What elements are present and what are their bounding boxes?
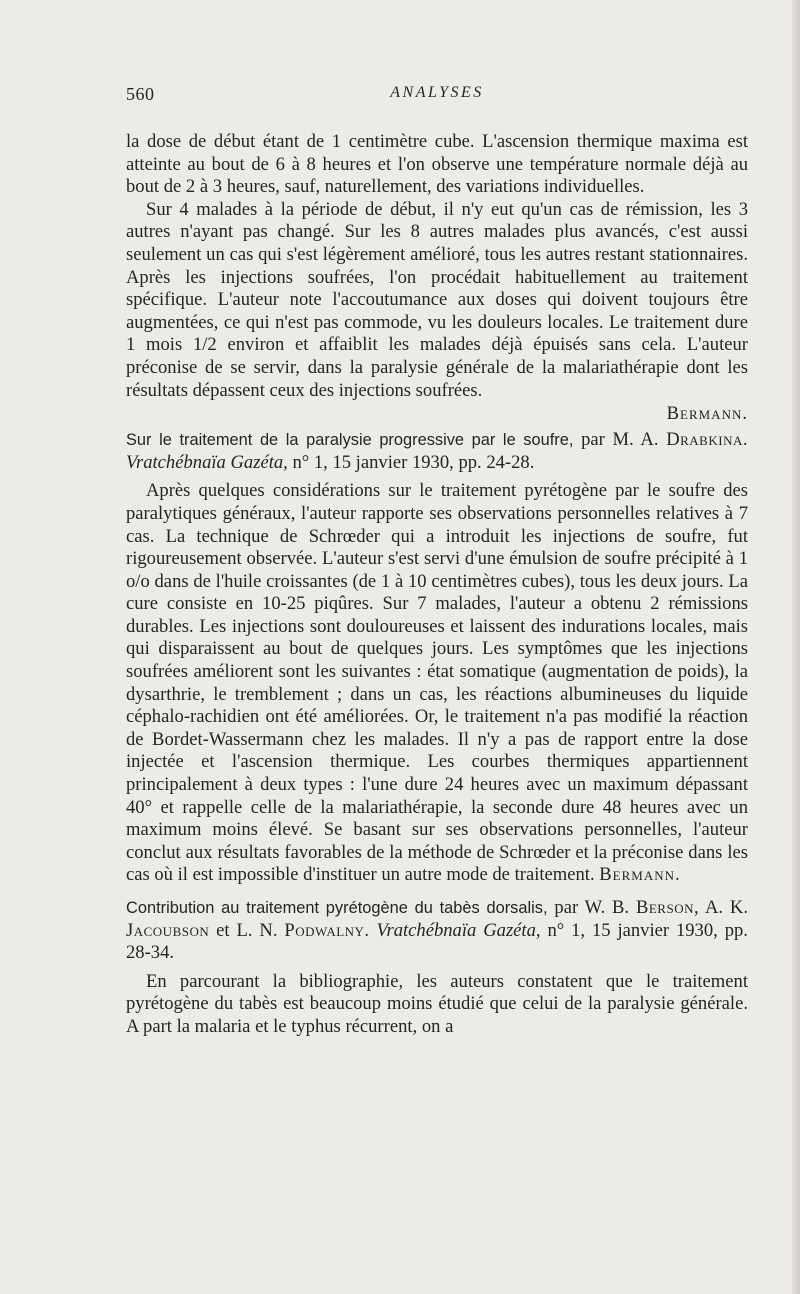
article1-paragraph-2: Sur 4 malades à la période de début, il n'y eut qu'un cas de rémission, les 3 autres n'ayant pas changé. Sur les 8 autres malades plus avancés, c'est aussi seulement un cas qui s'est légèrement amélioré, tous les autres restant stationnaires. Après les injections soufrées, l'on procédait habituellement au traitement spécifique. L'auteur note l'accoutumance aux doses qui doivent toujours être augmentées, ce qui n'est pas commode, vu les douleurs locales. Le traitement dure 1 mois 1/2 environ et affaiblit les malades déjà épuisés sans cela. L'auteur préconise de se servir, dans la paralysie générale de la malariathérapie dont les résultats dépassent ceux des injections soufrées. [126,198,748,401]
running-head: ANALYSES [390,84,484,101]
page-edge-shadow [792,0,800,1294]
spacer [126,887,748,893]
article1-paragraph-1: la dose de début étant de 1 centimètre cube. L'ascension thermique maxima est atteinte au bout de 6 à 8 heures et l'on observe une température normale déjà au bout de 2 à 3 heures, sauf, naturellement, des variations individuelles. [126,131,748,198]
article3-by: par W. B. [554,897,630,918]
article2-heading [126,429,748,474]
article3-journal: Vratchébnaïa Gazéta, [376,919,541,941]
article2-journal: Vratchébnaïa Gazéta, [126,451,288,473]
article3-title: Contribution au traitement pyrétogène du tabès dorsalis, [126,899,548,917]
article2-title: Sur le traitement de la paralysie progressive par le soufre, [126,431,574,450]
article2-citation: n° 1, 15 janvier 1930, pp. 24-28. [292,451,535,473]
article3-initials-2: A. K. [704,897,748,918]
article3-author-3: Podwalny. [284,919,370,941]
article2-paragraph-1 [126,480,748,887]
article3-author-1: Berson, [635,897,700,918]
article3-paragraph-1: En parcourant la bibliographie, les auteurs constatent que le traitement pyrétogène du tabès est beaucoup moins étudié que celui de la paralysie générale. A part la malaria et le typhus récurrent, on a [126,970,748,1037]
article3-citation: n° 1, 15 janvier 1930, pp. 28-34. [126,919,748,964]
article3-heading [126,897,748,965]
article2-signature: Bermann. [599,864,681,886]
page-number: 560 [126,84,155,104]
article2-author: Drabkina. [666,429,748,451]
article2-paragraph-1-text: Après quelques considérations sur le traitement pyrétogène par le soufre des paralytiques généraux, l'auteur rapporte ses observations personnelles relatives à 7 cas. La technique de Schrœder qui a introduit les injections de soufre, fut rigoureusement observée. L'auteur s'est servi d'une émulsion de soufre précipité à 1 o/o dans de l'huile croissantes (de 1 à 10 centimètres cubes), tous les deux jours. La cure consiste en 10-25 piqûres. Sur 7 malades, l'auteur a obtenu 2 rémissions durables. Les injections sont douloureuses et laissent des indurations locales, mais qui disparaissent au bout de quelques jours. Les symptômes que les injections soufrées améliorent sont les suivantes : état somatique (augmentation de poids), la dysarthrie, le tremblement ; dans un cas, les réactions albumineuses du liquide céphalo-rachidien ont été améliorées. Or, le traitement n'a pas modifié la réaction de Bordet-Wassermann chez les malades. Il n'y a pas de rapport entre la dose injectée et l'ascension thermique. Les courbes thermiques appartiennent principalement à deux types : l'une dure 24 heures avec un maximum dépassant 40° et rappelle celle de la malariathérapie, la seconde dure 48 heures avec un maximum moins élevé. Se basant sur ses observations personnelles, l'auteur conclut aux résultats favorables de la méthode de Schrœder et la préconise dans les cas où il est impossible d'instituer un autre mode de traitement. [126,480,748,886]
article1-signature: Bermann. [666,403,748,425]
article2-by: par M. A. [581,429,659,451]
body-text [126,131,748,1039]
page-header [126,84,748,110]
article3-and: et L. N. [216,919,278,941]
article3-author-2: Jacoubson [126,919,210,941]
